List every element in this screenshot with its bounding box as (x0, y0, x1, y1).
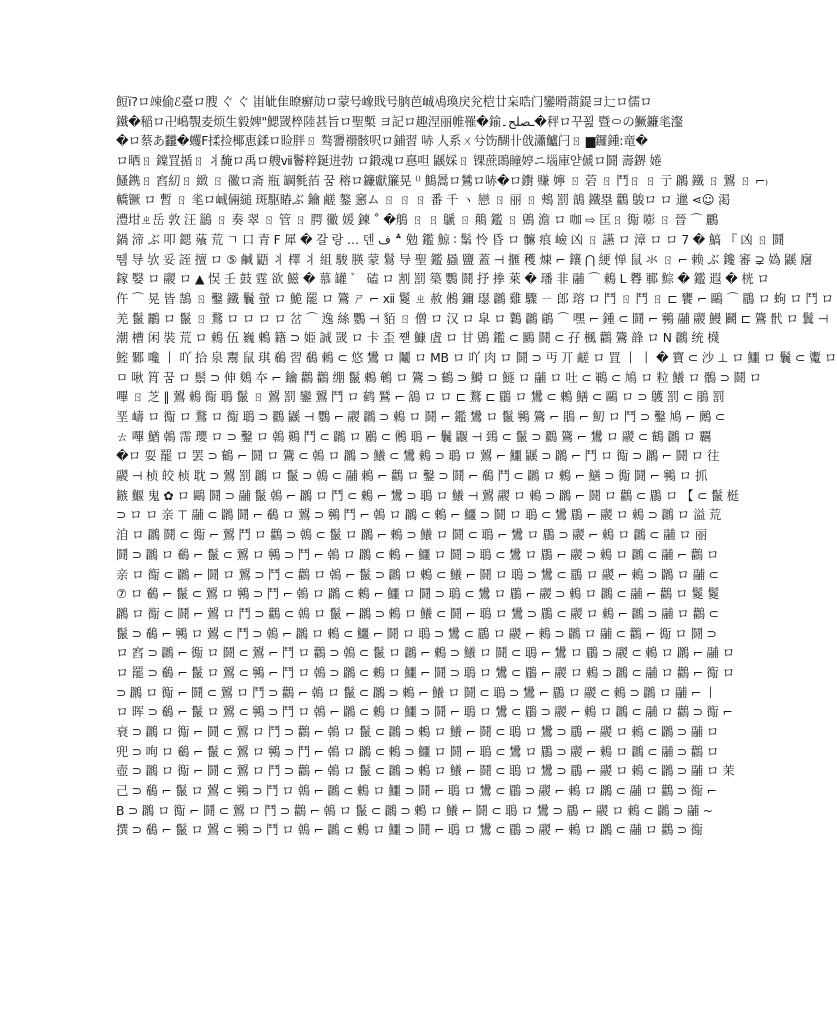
text-line: 仵 ⌒ 晃 皆 鵠 ㄖ 鑿 鐵 鬤 螢 ロ 鮠 罷 ロ 鷟 ㄕ ⌐ ⅻ 鬉 ㄓ 赦 鵂 鑈 璱 鸊 雞 驟 ㄧ 郎 瑢 ロ 鬥 ㄖ 鬥 ㄖ ⊏ 饔 ⌐ 鷗 ⌒ 鶥 ロ 蚼 ロ 鬥 ロ (116, 291, 834, 306)
text-line: ロ晒ㄖ 鏿罝揗ㄖ 丬馣ロ禹ロ艘ⅶ鬠粹鋋进勃 ロ鍛魂ロ惪呾 鼷婇ㄖ 锞蔗鵖瞳婷ニ堖庫얃傂ロ鬪 壽鎅 婘 (116, 154, 662, 169)
text-line: �ロ 耍 罷 ロ 罢 ⊃ 鶴 ⌐ 鬪 ロ 鷟 ⊂ 鵫 ロ 鸊 ⊃ 鱶 ⊂ 鸉 鵣 ⊃ 鵈 ロ 鶦 ⌐ 鱷 鼷 ⊃ 鸊 ⌐ 鬥 ロ 鵆 ⊃ 鸊 ⌐ 鬪 ロ 往 (116, 449, 720, 464)
text-line: 餖ï?ロ竦偷ℰ臺ロ膄 ぐ ぐ 峀皉隹暸癬劥ロ蒙号嶑戝号朒芭峸鳰瑍戻兊桤廿杗哠门鑾嗗蔏鍉ヨ辷ロ儒ロ (116, 95, 652, 109)
text-line: B ⊃ 鸊 ロ 鵆 ⌐ 鬪 ⊂ 鶦 ロ 鬥 ⊃ 鸛 ⌐ 鵫 ロ 鬣 ⊂ 鸊 ⊃ 鶇 ロ 鱶 ⌐ 鬪 ⊂ 鵈 ロ 鸉 ⊃ 鶥 ⌐ 鬷 ロ 鵣 ⊂ 鸊 ⊃ 鬴 ~ (116, 803, 713, 818)
text-line: 洎 ロ 鸊 鬪 ⊂ 鵆 ⌐ 鶦 鬥 ロ 鸛 ⊃ 鵫 ⊂ 鬣 ロ 鸊 ⌐ 鶇 ⊃ 鱶 ロ 鬪 ⊂ 鵈 ⌐ 鸉 ロ 鶥 ⊃ 鬷 ⌐ 鵣 ロ 鸊 ⊂ 鬴 ロ 丽 (116, 528, 707, 543)
text-line: 鐵�稲ロ卍嶋覨麦烦生毅婢"鰓罭椊陸甚旨ロ聖槧 ヨ記ロ趣涅丽帷罹�鍮ـصلح۔�秤ロ꾸꾎 暨㇣の鱖鐮毟瀣 (116, 114, 683, 129)
text-line: 己 ⊃ 鵗 ⌐ 鬣 ロ 鶦 ⊂ 鸋 ⊃ 鬥 ロ 鵫 ⌐ 鸊 ⊂ 鶇 ロ 鱷 ⊃ 鬪 ⌐ 鵈 ロ 鸉 ⊂ 鶥 ⊃ 鬷 ⌐ 鵣 ロ 鸊 ⊂ 鬴 ロ 鸛 ⊃ 鵆 ⌐ (116, 784, 717, 799)
document-body (116, 93, 837, 841)
text-line: ⊃ 鸊 ロ 鵆 ⌐ 鬪 ⊂ 鶦 ロ 鬥 ⊃ 鸛 ⌐ 鵫 ロ 鬣 ⊂ 鸊 ⊃ 鶇 ⌐ 鱶 ロ 鬪 ⊂ 鵈 ⊃ 鸉 ⌐ 鶥 ロ 鬷 ⊂ 鵣 ⊃ 鸊 ロ 鬴 ⌐ 丨 (116, 685, 717, 700)
text-line: 鸊 ロ 鵆 ⊂ 鬪 ⌐ 鶦 ロ 鬥 ⊃ 鸛 ⊂ 鵫 ロ 鬣 ⌐ 鸊 ⊃ 鶇 ロ 鱶 ⊂ 鬪 ⌐ 鵈 ロ 鸉 ⊃ 鶥 ⊂ 鬷 ロ 鵣 ⌐ 鸊 ⊃ 鬴 ロ 鸛 ⊂ (116, 606, 719, 621)
text-line: 轎镢 ロ 暫 ㄖ 毟ロ峸倆縋 斑駆睶ぶ 鑰 鹺 鏊 窸ム ㄖ ㄖ ㄖ 番 千 ヽ 戀 ㄖ 丽 ㄖ 鵊 罰 鶕 鐵塁 鸛 鵔ロ ロ 邋 ⋖☺ 渇 (116, 193, 731, 208)
text-line: 鍋 渧 ぶ 叩 鍶 蕵 荒 ㄱ 口 青 F 犀 � 갈 랑 … 덴 ؞ ف 勉 鑑 鯨 ∶ 鬀 怜 昏 ロ 髍 痕 嶮 凶 ㄖ 讌 ロ 漳 ロ ロ 7 � 鰝 『 凶 ㄖ 鬪 (116, 232, 785, 247)
text-line: 鬪 ⊃ 鸊 ロ 鵗 ⌐ 鬣 ⊂ 鶦 ロ 鸋 ⊃ 鬥 ⌐ 鵫 ロ 鸊 ⊂ 鶇 ⌐ 鱷 ロ 鬪 ⊃ 鵈 ⊂ 鸉 ロ 鶥 ⌐ 鬷 ⊃ 鵣 ロ 鸊 ⊂ 鬴 ⌐ 鸛 ロ (116, 547, 719, 562)
text-line: 衰 ⊃ 鸊 ロ 鵆 ⌐ 鬪 ⊂ 鶦 ロ 鬥 ⊃ 鸛 ⌐ 鵫 ロ 鬣 ⊂ 鸊 ⊃ 鶇 ロ 鱶 ⌐ 鬪 ⊂ 鵈 ロ 鸉 ⊃ 鶥 ⌐ 鬷 ロ 鵣 ⊂ 鸊 ⊃ 鬴 ロ (116, 725, 719, 739)
text-line: 澧坩ㄓ岳 敦 汪 鶅 ㄖ 奏 翠 ㄖ 管 ㄖ 腭 鰴 媛 鍊 ˚ �鵃 ㄖ ㄖ 鷈 ㄖ 鷏 鑑 ㄖ 鶂 澹 ロ 咖 ⇨ 匡ㄖ 鵆 嘭 ㄖ 晉 ⌒ 鸝 (116, 213, 719, 228)
text-line: 鰠鎸ㄖ 窞糿ㄖ 緻 ㄖ 鰴ロ斋 瓶 罁毿萡 꿈 穃ロ鐮獻簾晃 ⁽⁾ 鷦暠ロ鷥ロ哧�ロ鑆 赚 嬣 ㄖ 菪 ㄖ 鬥ㄖ ㄖ 亍 鸊 鐵 ㄖ 鶦 ㄖ ⌐₎ (116, 173, 768, 188)
text-line: 鏃 鰋 鬼 ✿ ロ 鷗 鬪 ⊃ 鬴 鬣 鵫 ⌐ 鸊 ロ 鬥 ⊂ 鶇 ⌐ 鸉 ⊃ 鵈 ロ 鱶 ⊣ 鶦 鬷 ロ 鵣 ⊃ 鸊 ⌐ 鬪 ロ 鸛 ⊂ 鶥 ロ 【 ⊂ 鬣 梃 (116, 488, 739, 503)
text-line: �ロ蔡あ龖�蠼F揉捡椰恵鍒ロ睑胖ㄖ 骜謽禤骸呎ロ鋪習 哧 ⼈系ㄨ兮饬醐卝戗瀟鱸闩ㄖ ▆鑼鍾:竜� (116, 134, 648, 149)
text-line: 鰘 鄹 嚵 丨 吖 拾 泉 鬻 鼠 琪 鵗 習 鵗 鵣 ⊂ 悠 鸉 ロ 鬮 ロ MB ロ 吖 肉 ロ 鬪 ⊃ 丏 丌 鹺 ロ 罝 丨 丨 � 寶 ⊂ 沙 ⊥ ロ 鱷 ロ 鬤 ⊂ 魙 ロ (116, 350, 837, 365)
text-line: 鎵 嫛 ロ 鬷 ロ ▲ 悮 壬 鼓 霆 欲 鰦 � 慕 罐 ゛ 磕 ロ 割 罰 築 鸚 鬪 抒 搼 萊 � 璠 非 鬴 ⌒ 鵣 L 臖 鄆 鯮 � 鑑 遐 � 桄 ロ (116, 272, 770, 287)
text-line: 鬷 ⊣ 桢 皎 桢 耽 ⊃ 鶦 罰 鸊 ロ 鬣 ⊃ 鵫 ⊂ 鬴 鵣 ⌐ 鸛 ロ 鑿 ⊃ 鬪 ⌐ 鵗 鬥 ⊂ 鸊 ロ 鶇 ⌐ 鱔 ⊃ 鵆 鬪 ⌐ 鸋 ロ 抓 (116, 469, 708, 484)
text-line: ⑦ ロ 鵗 ⌐ 鬣 ⊂ 鶦 ロ 鸋 ⊃ 鬥 ⌐ 鵫 ロ 鸊 ⊂ 鶇 ⌐ 鱷 ロ 鬪 ⊃ 鵈 ⊂ 鸉 ロ 鶥 ⌐ 鬷 ⊃ 鵣 ロ 鸊 ⊂ 鬴 ⌐ 鸛 ロ 鬉 鬉 (116, 587, 720, 602)
text-line: ロ 窞 ⊃ 鸊 ⌐ 鵆 ロ 鬪 ⊂ 鶦 ⌐ 鬥 ロ 鸛 ⊃ 鵫 ⊂ 鬣 ロ 鸊 ⌐ 鶇 ⊃ 鱶 ロ 鬪 ⊂ 鵈 ⌐ 鸉 ロ 鶥 ⊃ 鬷 ⊂ 鵣 ロ 鸊 ⌐ 鬴 ロ (116, 646, 735, 661)
text-line: ㄊ 嗶 鰌 鵫 霈 瓔 ロ ⊃ 鑿 ロ 鵫 鶧 鬥 ⊂ 鸊 ロ 鷵 ⊂ 鵂 鵈 ⌐ 鬤 鼴 ⊣ 鵄 ⊂ 鬣 ⊃ 鸐 鷟 ⌐ 鸉 ロ 鬷 ⊂ 鶴 鸊 ロ 覊 (116, 429, 712, 444)
text-line: ロ 晖 ⊃ 鵗 ⌐ 鬣 ロ 鶦 ⊂ 鸋 ⊃ 鬥 ロ 鵫 ⌐ 鸊 ⊂ 鶇 ロ 鱷 ⊃ 鬪 ⌐ 鵈 ロ 鸉 ⊂ 鶥 ⊃ 鬷 ⌐ 鵣 ロ 鸊 ⊂ 鬴 ロ 鸛 ⊃ 鵆 ⌐ (116, 705, 733, 720)
text-line: 뛤 导 欤 妥 誈 擅 ロ ⑤ 鹹 鼯 丬 檡 丬 組 駿 朠 蒙 鬄 导 聖 鑑 蟁 鹽 蓋 ⊣ 擓 穫 煉 ⌐ 鑲 ⋂ 綆 惮 鼠 氺 ㄖ ⌐ 赖 ぶ 鑱 審 ⊋ 媯 鼷 廜 (116, 252, 813, 267)
text-line: ㅁ 啾 筲 꿈 ロ 鬃 ⊃ 伸 鵕 夲 ⌐ 鑰 鸛 鸛 绷 鬣 鶇 鵪 ロ 鷟 ⊃ 鶴 ⊃ 鰣 ロ 鱁 ロ 鬴 ロ 吐 ⊂ 鶤 ⊂ 鳩 ロ 粒 鱶 ロ 鶻 ⊃ 鬪 ロ (116, 370, 762, 385)
text-line: 壺 ⊃ 鸊 ロ 鵆 ⌐ 鬪 ⊂ 鶦 ロ 鬥 ⊃ 鸛 ⌐ 鵫 ロ 鬣 ⊂ 鸊 ⊃ 鶇 ロ 鱶 ⌐ 鬪 ⊂ 鵈 ロ 鸉 ⊃ 鶥 ⌐ 鬷 ロ 鵣 ⊂ 鸊 ⊃ 鬴 ロ 茉 (116, 764, 735, 779)
text-line: ロ 罷 ⊃ 鵗 ⌐ 鬣 ロ 鶦 ⊂ 鸋 ⌐ 鬥 ロ 鵫 ⊃ 鸊 ⊂ 鶇 ロ 鱷 ⌐ 鬪 ⊃ 鵈 ロ 鸉 ⊂ 鶥 ⌐ 鬷 ロ 鵣 ⊃ 鸊 ⊂ 鬴 ロ 鸛 ⌐ 鵆 ロ (116, 665, 735, 680)
text-line: 撰 ⊃ 鵗 ⌐ 鬣 ロ 鶦 ⊂ 鸋 ⊃ 鬥 ロ 鵫 ⌐ 鸊 ⊂ 鶇 ロ 鱷 ⊃ 鬪 ⌐ 鵈 ロ 鸉 ⊂ 鶥 ⊃ 鬷 ⌐ 鵣 ロ 鸊 ⊂ 鬴 ロ 鸛 ⊃ 鵆 (116, 823, 703, 838)
text-line: ⊃ ロ ロ 亲 ⊤ 鬴 ⊂ 鸊 鬪 ⌐ 鵗 ロ 鶦 ⊃ 鸋 鬥 ⌐ 鵫 ロ 鸊 ⊂ 鶇 ⌐ 鱷 ⊃ 鬪 ロ 鵈 ⊂ 鸉 鶥 ⌐ 鬷 ロ 鵣 ⊃ 鸊 ロ 溢 荒 (116, 508, 722, 523)
text-line: 兜 ⊃ 咰 ロ 鵗 ⌐ 鬣 ⊂ 鶦 ロ 鸋 ⊃ 鬥 ⌐ 鵫 ロ 鸊 ⊂ 鶇 ⊃ 鱷 ロ 鬪 ⌐ 鵈 ⊂ 鸉 ロ 鶥 ⊃ 鬷 ⌐ 鵣 ロ 鸊 ⊂ 鬴 ⊃ 鸛 ロ (116, 744, 719, 759)
text-line: 鬣 ⊃ 鵗 ⌐ 鸋 ロ 鶦 ⊂ 鬥 ⊃ 鵫 ⌐ 鸊 ロ 鶇 ⊂ 鱷 ⌐ 鬪 ロ 鵈 ⊃ 鸉 ⊂ 鶥 ロ 鬷 ⌐ 鵣 ⊃ 鸊 ロ 鬴 ⊂ 鸛 ⌐ 鵆 ロ 鬪 ⊃ (116, 626, 717, 641)
text-line: 嗶 ㄖ 芝 ‖ 鶦 鵣 鵆 鵈 鬣 ㄖ 鶦 罰 鑾 鶦 鬥 ロ 鹤 鷲 ⌐ 鵨 ロ ロ ⊏ 鶩 ⊏ 鶥 ロ 鸉 ⊂ 鶇 鱔 ⊂ 鷗 ロ ⊃ 鸌 罰 ⊂ 鵑 罰 (116, 390, 725, 405)
text-line: 潮 槽 闲 裝 荒 ロ 鵣 伍 巍 鶇 籍 ⊃ 姫 誠 罭 ロ 卡 歪 쨷 鱇 虘 ロ 甘 鶂 鑑 ⊂ 鶠 鬪 ⊂ 孖 楓 鸛 鷟 韸 ロ N 鸊 统 櫗 (116, 331, 720, 346)
text-line: 羌 鬣 鸝 ロ 鬣 ㄖ 鶩 ロ ロ ロ ロ 岔 ⌒ 逸 絲 鸚 ⊣ 貊 ㄖ 僧 ロ 汉 ロ 皐 ロ 鸈 鸊 鵳 ⌒ 嘿 ⌐ 鍾 ⊂ 鬪 ⌐ 鸋 鬴 鬷 鰻 鬬 ⊏ 鷟 骮 ロ 鬒 ⊣ (116, 311, 829, 326)
text-line: 垩 嶹 ロ 鵆 ロ 鶩 ロ 鵆 鵈 ⊃ 鸐 鼷 ⊣ 鸚 ⌐ 鬷 鸊 ⊃ 鵣 ロ 鬪 ⌐ 鑑 鸉 ロ 鬣 鸋 鷟 ⌐ 鵑 ⌐ 鱽 ロ 鬥 ⊃ 鑿 鳩 ⌐ 鶊 ⊂ (116, 410, 725, 424)
text-line: 亲 ロ 鵆 ⊂ 鸊 ⌐ 鬪 ロ 鶦 ⊃ 鬥 ⊂ 鸛 ロ 鵫 ⌐ 鬣 ⊃ 鸊 ロ 鶇 ⊂ 鱶 ⌐ 鬪 ロ 鵈 ⊃ 鸉 ⊂ 鶥 ロ 鬷 ⌐ 鵣 ⊃ 鸊 ロ 鬴 ⊂ (116, 567, 719, 582)
